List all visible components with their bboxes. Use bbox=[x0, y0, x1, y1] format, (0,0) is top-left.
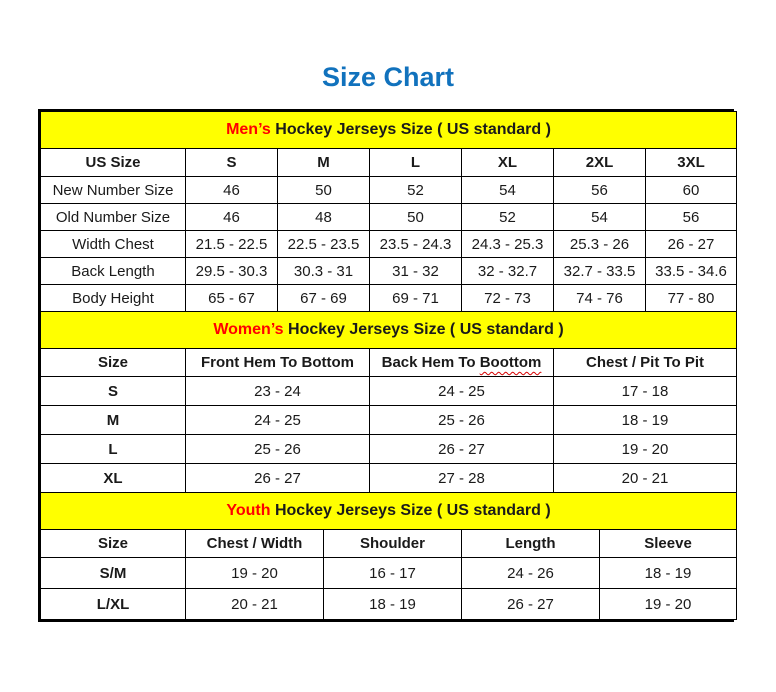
mens-value-cell: 24.3 - 25.3 bbox=[462, 231, 554, 258]
mens-value-cell: 54 bbox=[462, 177, 554, 204]
womens-value-cell: 26 - 27 bbox=[186, 464, 370, 493]
womens-column-header bbox=[370, 349, 554, 377]
mens-column-header: 3XL bbox=[646, 149, 737, 177]
mens-table-row bbox=[41, 204, 737, 231]
youth-table-row bbox=[41, 589, 737, 620]
womens-table-row bbox=[41, 377, 737, 406]
womens-column-header: Size bbox=[41, 349, 186, 377]
mens-value-cell: 25.3 - 26 bbox=[554, 231, 646, 258]
womens-band-highlight: Women’s bbox=[213, 321, 284, 338]
youth-value-cell: 18 - 19 bbox=[600, 558, 737, 589]
mens-value-cell: 46 bbox=[186, 204, 278, 231]
womens-value-cell: 20 - 21 bbox=[554, 464, 737, 493]
mens-row-label: Old Number Size bbox=[41, 204, 186, 231]
womens-row-label: L bbox=[41, 435, 186, 464]
mens-value-cell: 23.5 - 24.3 bbox=[370, 231, 462, 258]
womens-value-cell: 24 - 25 bbox=[370, 377, 554, 406]
youth-value-cell: 19 - 20 bbox=[600, 589, 737, 620]
mens-value-cell: 22.5 - 23.5 bbox=[278, 231, 370, 258]
mens-value-cell: 54 bbox=[554, 204, 646, 231]
womens-column-header: Chest / Pit To Pit bbox=[554, 349, 737, 377]
mens-table-row bbox=[41, 177, 737, 204]
youth-table-row bbox=[41, 558, 737, 589]
mens-row-label: Width Chest bbox=[41, 231, 186, 258]
mens-value-cell: 21.5 - 22.5 bbox=[186, 231, 278, 258]
youth-column-header: Chest / Width bbox=[186, 530, 324, 558]
mens-row-label: Back Length bbox=[41, 258, 186, 285]
mens-band-highlight: Men’s bbox=[226, 121, 271, 138]
womens-value-cell: 25 - 26 bbox=[370, 406, 554, 435]
youth-row-label: L/XL bbox=[41, 589, 186, 620]
mens-value-cell: 77 - 80 bbox=[646, 285, 737, 312]
youth-band-text: Hockey Jerseys Size ( US standard ) bbox=[270, 502, 551, 519]
womens-row-label: S bbox=[41, 377, 186, 406]
womens-table-row bbox=[41, 464, 737, 493]
womens-value-cell: 24 - 25 bbox=[186, 406, 370, 435]
mens-section-band bbox=[41, 112, 737, 149]
youth-column-header: Size bbox=[41, 530, 186, 558]
youth-value-cell: 24 - 26 bbox=[462, 558, 600, 589]
youth-value-cell: 26 - 27 bbox=[462, 589, 600, 620]
womens-value-cell: 25 - 26 bbox=[186, 435, 370, 464]
youth-row-label: S/M bbox=[41, 558, 186, 589]
womens-size-table bbox=[40, 311, 737, 493]
womens-value-cell: 18 - 19 bbox=[554, 406, 737, 435]
mens-value-cell: 72 - 73 bbox=[462, 285, 554, 312]
womens-table-row bbox=[41, 435, 737, 464]
youth-value-cell: 20 - 21 bbox=[186, 589, 324, 620]
youth-value-cell: 19 - 20 bbox=[186, 558, 324, 589]
youth-size-table bbox=[40, 492, 737, 620]
womens-section-band bbox=[41, 312, 737, 349]
mens-column-header: M bbox=[278, 149, 370, 177]
youth-value-cell: 16 - 17 bbox=[324, 558, 462, 589]
youth-value-cell: 18 - 19 bbox=[324, 589, 462, 620]
mens-value-cell: 69 - 71 bbox=[370, 285, 462, 312]
youth-band-highlight: Youth bbox=[226, 502, 271, 519]
womens-value-cell: 19 - 20 bbox=[554, 435, 737, 464]
womens-value-cell: 26 - 27 bbox=[370, 435, 554, 464]
mens-row-label: Body Height bbox=[41, 285, 186, 312]
mens-value-cell: 60 bbox=[646, 177, 737, 204]
youth-section-band bbox=[41, 493, 737, 530]
womens-value-cell: 27 - 28 bbox=[370, 464, 554, 493]
mens-value-cell: 50 bbox=[278, 177, 370, 204]
mens-column-header: 2XL bbox=[554, 149, 646, 177]
mens-column-header: S bbox=[186, 149, 278, 177]
womens-table-row bbox=[41, 406, 737, 435]
mens-table-row bbox=[41, 285, 737, 312]
mens-column-header: L bbox=[370, 149, 462, 177]
mens-column-header: XL bbox=[462, 149, 554, 177]
mens-value-cell: 46 bbox=[186, 177, 278, 204]
mens-table-row bbox=[41, 258, 737, 285]
page-title: Size Chart bbox=[321, 62, 455, 92]
mens-value-cell: 31 - 32 bbox=[370, 258, 462, 285]
womens-column-header-text: Back Hem To bbox=[381, 354, 480, 371]
mens-band-text: Hockey Jerseys Size ( US standard ) bbox=[270, 121, 551, 138]
womens-row-label: M bbox=[41, 406, 186, 435]
youth-column-header: Shoulder bbox=[324, 530, 462, 558]
mens-value-cell: 52 bbox=[370, 177, 462, 204]
misspelled-word: Boottom bbox=[479, 354, 542, 371]
mens-value-cell: 74 - 76 bbox=[554, 285, 646, 312]
mens-value-cell: 26 - 27 bbox=[646, 231, 737, 258]
mens-value-cell: 48 bbox=[278, 204, 370, 231]
mens-row-label: New Number Size bbox=[41, 177, 186, 204]
mens-table-row bbox=[41, 231, 737, 258]
mens-value-cell: 67 - 69 bbox=[278, 285, 370, 312]
womens-row-label: XL bbox=[41, 464, 186, 493]
mens-value-cell: 32 - 32.7 bbox=[462, 258, 554, 285]
mens-column-header: US Size bbox=[41, 149, 186, 177]
mens-value-cell: 56 bbox=[554, 177, 646, 204]
womens-value-cell: 23 - 24 bbox=[186, 377, 370, 406]
womens-value-cell: 17 - 18 bbox=[554, 377, 737, 406]
mens-value-cell: 32.7 - 33.5 bbox=[554, 258, 646, 285]
mens-value-cell: 65 - 67 bbox=[186, 285, 278, 312]
mens-value-cell: 33.5 - 34.6 bbox=[646, 258, 737, 285]
womens-column-header: Front Hem To Bottom bbox=[186, 349, 370, 377]
mens-value-cell: 29.5 - 30.3 bbox=[186, 258, 278, 285]
mens-value-cell: 56 bbox=[646, 204, 737, 231]
youth-column-header: Length bbox=[462, 530, 600, 558]
mens-value-cell: 30.3 - 31 bbox=[278, 258, 370, 285]
mens-value-cell: 52 bbox=[462, 204, 554, 231]
youth-column-header: Sleeve bbox=[600, 530, 737, 558]
womens-band-text: Hockey Jerseys Size ( US standard ) bbox=[283, 321, 564, 338]
mens-size-table bbox=[40, 111, 737, 312]
mens-value-cell: 50 bbox=[370, 204, 462, 231]
size-chart bbox=[38, 109, 734, 622]
